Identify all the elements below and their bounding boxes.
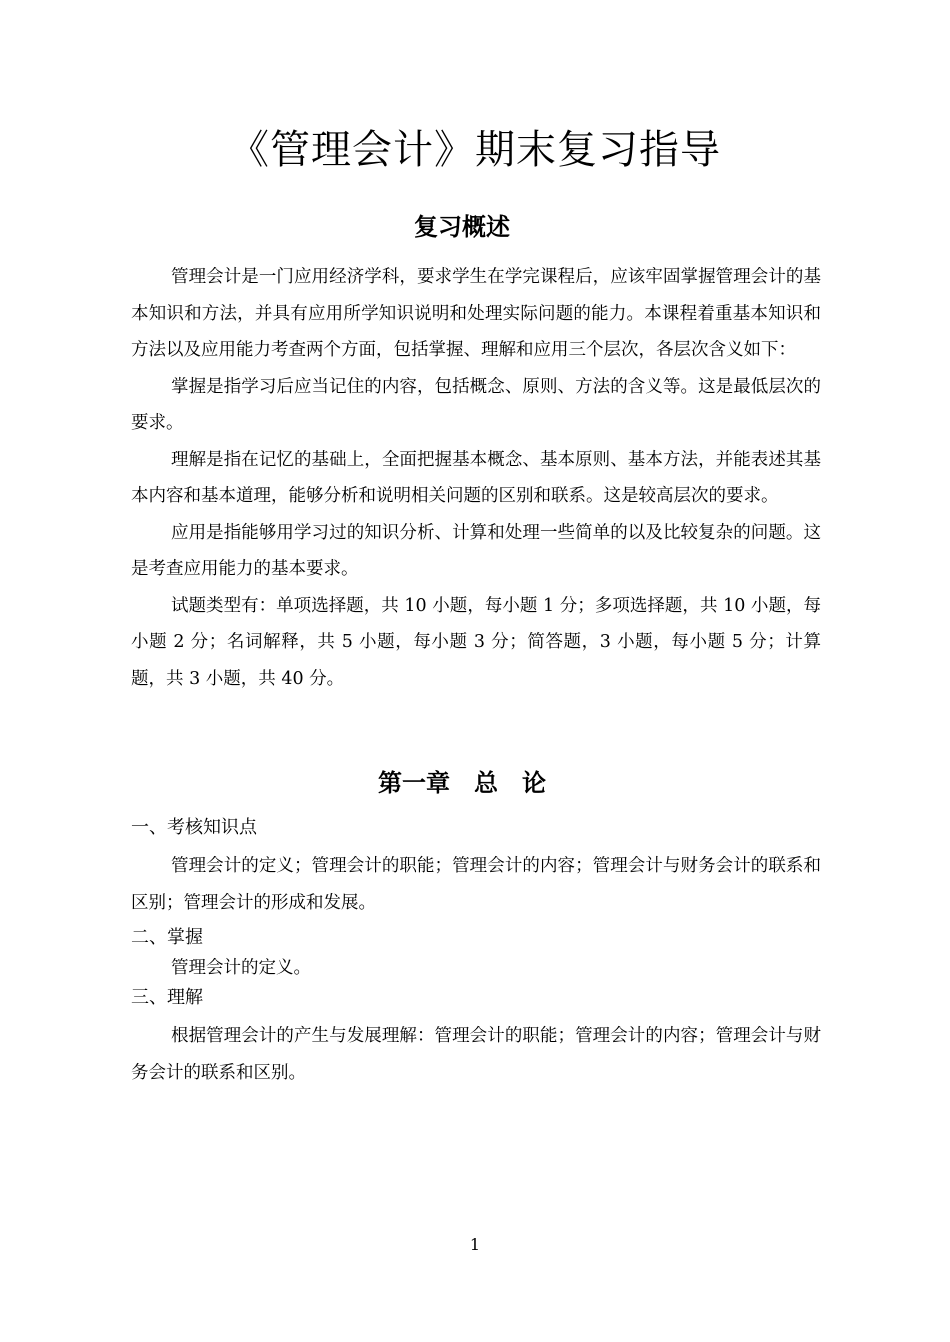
section-paragraph: 管理会计的定义；管理会计的职能；管理会计的内容；管理会计与财务会计的联系和区别；管理会计的形成和发展。 [131,856,821,913]
section-heading: 二、掌握 [131,927,203,948]
overview-paragraph: 管理会计是一门应用经济学科，要求学生在学完课程后，应该牢固掌握管理会计的基本知识和方法，并具有应用所学知识说明和处理实际问题的能力。本课程着重基本知识和方法以及应用能力考查两个方面，包括掌握、理解和应用三个层次，各层次含义如下： [131,267,821,360]
overview-paragraph: 理解是指在记忆的基础上，全面把握基本概念、基本原则、基本方法，并能表述其基本内容和基本道理，能够分析和说明相关问题的区别和联系。这是较高层次的要求。 [131,449,821,506]
section-paragraph: 管理会计的定义。 [171,958,311,978]
document-title: 《管理会计》期末复习指导 [229,127,721,173]
overview-paragraph: 应用是指能够用学习过的知识分析、计算和处理一些简单的以及比较复杂的问题。这是考查应用能力的基本要求。 [131,522,821,579]
section-heading: 三、理解 [131,987,203,1008]
section-body [131,950,821,987]
section-paragraph: 根据管理会计的产生与发展理解：管理会计的职能；管理会计的内容；管理会计与财务会计的联系和区别。 [131,1026,821,1083]
page-number: 1 [469,1235,481,1254]
overview-paragraph: 试题类型有：单项选择题，共 10 小题，每小题 1 分；多项选择题，共 10 小题，每小题 2 分；名词解释，共 5 小题，每小题 3 分；简答题，3 小题，每小题 5 分；计算题，共 3 小题，共 40 分。 [131,595,821,689]
section-body [131,848,821,921]
section-body [131,1018,821,1091]
section-heading: 一、考核知识点 [131,817,257,838]
overview-heading: 复习概述 [414,213,510,241]
overview-body [131,259,821,697]
overview-paragraph: 掌握是指学习后应当记住的内容，包括概念、原则、方法的含义等。这是最低层次的要求。 [131,376,821,433]
chapter-heading: 第一章 总 论 [378,769,546,797]
